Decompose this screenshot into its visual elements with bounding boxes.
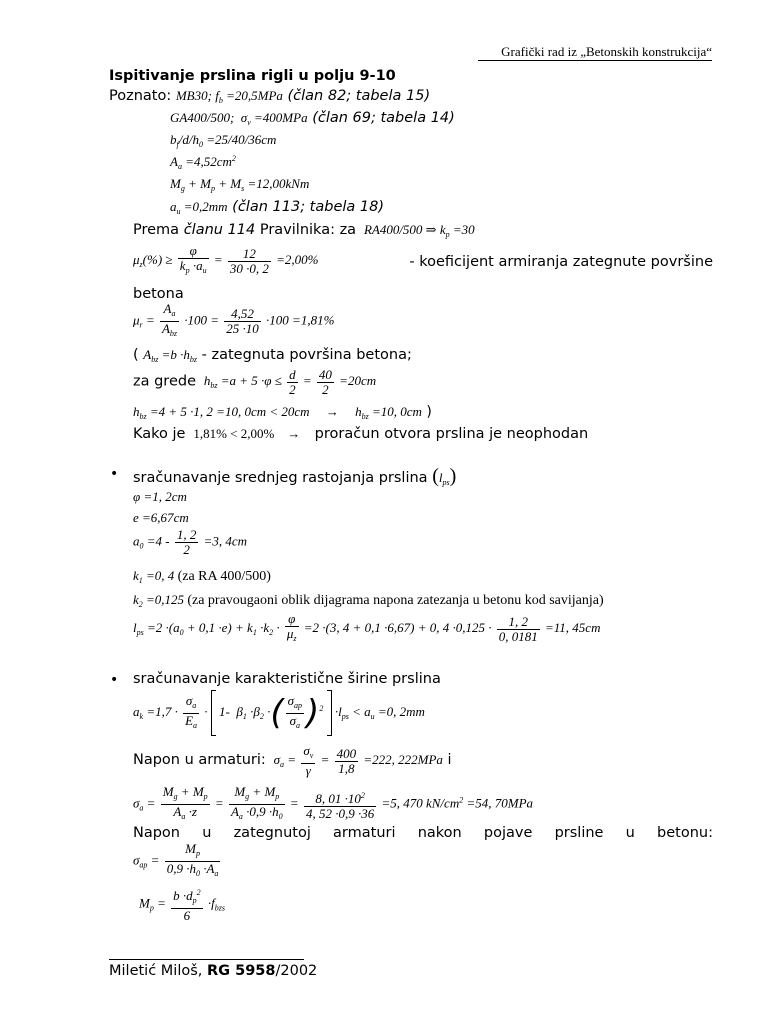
known-line-1 [109,88,430,105]
mu-z-line [133,244,713,278]
prema-line [133,222,475,239]
koef-text: - koeficijent armiranja zategnute površine [409,254,713,270]
bullet-2-text: sračunavanje karakteristične širine prslina [133,671,441,687]
footer-year: /2002 [275,963,318,979]
k1-note: (za RA 400/500) [177,569,271,584]
formula-sigma-a-gamma: $\sigma_a$ = $\frac{\sigma_v}{\gamma}$ = $\frac{400}{1,8}$ =222, 222MPa [273,743,443,778]
prema-text: Prema [133,222,184,238]
prema-clan: članu 114 [183,222,256,238]
bullet-2-marker: • [110,672,119,688]
formula-phi: φ =1, 2cm [133,489,187,504]
formula-ak: $a_k =1,7$ · $\frac{\sigma_a}{E_a}$ · 1- $\beta_1 \cdot\beta_2$ ·( $\sigma_{ap}$ $\sigma_a$ )$^2 \cdot l_{ps} < a_u =0$, 2mm [133,690,425,736]
formula-mu-r: $\mu_r$ = $A_a$ $A_{bz}$ ·100 = $\frac{4,52}{25 \cdot 10}$ ·100 =1,81% [133,301,335,338]
formula-lps-label: $(l_{ps})$ [432,465,457,487]
formula-aa: $A_a =4,52cm^2$ [170,154,236,171]
formula-hbz: $h_{bz} =a + 5 \cdot\varphi$ ≤ $\frac{d}{2}$ = $\frac{40}{2}$ =20cm [203,367,377,397]
formula-mb30: MB30; $f_b =20,5MPa$ [175,88,283,105]
proracun-text: proračun otvora prslina je neophodan [314,426,589,442]
formula-k2: $k_2 =0,125$ (za pravougaoni oblik dijagrama napona zatezanja u betonu kod savijanja) [133,592,604,609]
formula-au: $a_u =0,2mm$ [170,199,228,216]
bullet-1-text: sračunavanje srednjeg rastojanja prslina [133,470,428,486]
formula-sigma-ap: $\sigma_{ap}$ = $\frac{M_p}{0,9 \cdot h_0 \cdot A_a}$ [133,841,219,878]
formula-sigma-a: $\sigma_a$ = $\frac{M_g + M_p}{A_a \cdot z}$ = $\frac{M_g + M_p}{A_a \cdot 0,9 \cdot h_0}$ = $\frac{8, 01 \cdot 10^2}{4, 52 \cdot 0,9 \cdot 36}$ =5, 470 $kN/cm^2 =54$, 70MPa [133,784,534,821]
footer-rule [109,959,304,960]
betona-text: betona [133,286,184,302]
ref-clan-82: (član 82; tabela 15) [287,88,431,104]
footer [109,963,317,979]
footer-rg: RG 5958 [207,963,276,979]
formula-hbz-result: $h_{bz} =4 + 5 \cdot 1$, 2 =10, 0cm < 20cm → $h_{bz} =10$, 0cm ) [133,404,432,421]
za-grede-line [133,368,376,397]
known-label: Poznato: [109,88,172,104]
known-line-2 [170,110,455,127]
formula-ga400: GA400/500; $\sigma_v =400MPa$ [170,110,308,127]
formula-lps: $l_{ps} =2 \cdot(a_0 + 0,1 \cdot e) + k_1 \cdot k_2$ · $\frac{\varphi}{\mu_z}$ =2 ·(3, 4 + 0,1 ·6,67) + 0, 4 ·0,125 · $\frac{1, 2}{0, 0181}$ =11, 45cm [133,611,601,644]
napon-zateg-text: Napon u zategnutoj armaturi nakon pojave prsline u betonu: [133,825,713,841]
abz-line: ( $A_{bz} =b \cdot h_{bz}$ - zategnuta površina betona; [133,347,412,364]
k2-note: (za pravougaoni oblik dijagrama napona zatezanja u betonu kod savijanja) [187,593,604,608]
za-grede-text: za grede [133,373,196,390]
napon-i: i [447,751,452,768]
known-line-au [170,199,384,216]
section-heading: Ispitivanje prslina rigli u polju 9-10 [109,68,396,84]
page-header: Grafički rad iz „Betonskih konstrukcija“ [501,44,712,59]
formula-kako: 1,81% < 2,00% → [190,426,311,441]
formula-abz: $A_{bz} =b \cdot h_{bz}$ [143,347,198,364]
formula-dimensions: $b_f/d/h_0 =25/40/36cm$ [170,132,277,149]
napon-line [133,744,452,778]
formula-e: e =6,67cm [133,510,189,525]
formula-mu-z: $\mu_z(\%)$ ≥ $\frac{\varphi}{k_p \cdot a_u}$ = $\frac{12}{30 \cdot 0, 2}$ =2,00% [133,243,319,276]
bullet-1 [133,465,456,488]
abz-text: - zategnuta površina betona; [201,347,412,363]
kako-je-text: Kako je [133,426,186,442]
formula-mp: $M_p$ = $\frac{b \cdot d_p^2}{6}$ $\cdot f_{bzs}$ [139,888,225,923]
ref-clan-113: (član 113; tabela 18) [232,199,385,215]
napon-label: Napon u armaturi: [133,751,266,768]
prema-pravilnik: Pravilnika: za [255,222,357,238]
bullet-1-marker: • [110,466,119,482]
formula-kp: RA400/500 ⇒ $k_p =30$ [360,222,475,239]
header-rule [478,60,712,61]
footer-author: Miletić Miloš, [109,963,203,979]
formula-a0: $a_0 =4$ - $\frac{1, 2}{2}$ =3, 4cm [133,527,248,557]
formula-k1: $k_1 =0$, 4 (za RA 400/500) [133,568,271,585]
formula-moments: $M_g + M_p + M_s =12,00kNm$ [170,176,310,193]
kako-je-line [133,426,588,442]
ref-clan-69: (član 69; tabela 14) [312,110,455,126]
